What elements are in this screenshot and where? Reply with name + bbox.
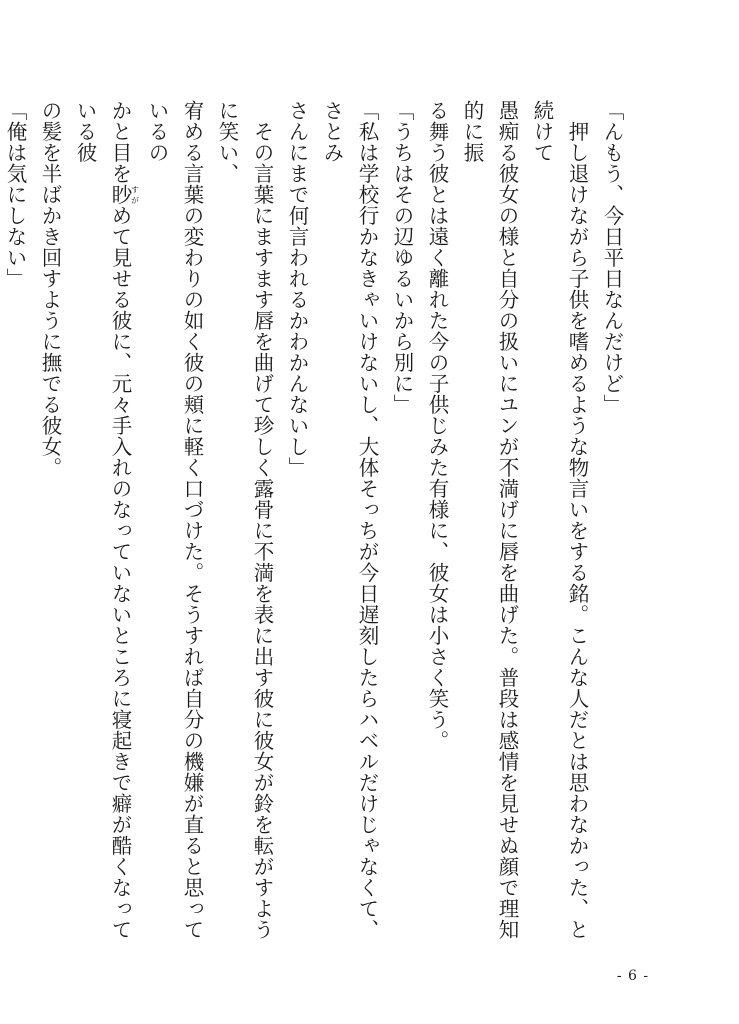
ruby-line-text: かと目を眇すがめて見せる彼に、元々手入れのなっていないところに寝起きで癖が酷くなっている彼 — [73, 100, 140, 940]
paragraph: 宥める言葉の変わりの如く彼の頬に軽く口づけた。そうすれば自分の機嫌が直ると思っているの — [145, 100, 204, 940]
paragraph: 愚痴る彼女の様と自分の扱いにユンが不満げに唇を曲げた。普段は感情を見せぬ顔で理知的に振 — [460, 100, 519, 940]
paragraph: の髪を半ばかき回すように撫でる彼女。 — [38, 100, 62, 478]
paragraph: る舞う彼とは遠く離れた今の子供じみた有様に、彼女は小さく笑う。 — [425, 100, 449, 751]
page-number: - 6 - — [616, 968, 650, 984]
ruby-annotation: 眇すが — [108, 184, 140, 205]
paragraph: 「んもう、今日平日なんだけど」 — [600, 100, 624, 415]
paragraph: 押し退けながら子供を嗜めるような物言いをする銘。こんな人だとは思わなかった、と続けて — [530, 100, 589, 940]
paragraph: さんにまで何言われるかわかんないし」 — [285, 100, 309, 478]
paragraph: 「俺は気にしない」 — [3, 100, 27, 289]
ruby-reading: すが — [130, 184, 140, 205]
body-text — [3, 100, 629, 960]
paragraph: 「うちはその辺ゆるいから別に」 — [390, 100, 414, 415]
paragraph: 「私は学校行かなきゃいけないし、大体そっちが今日遅刻したらハベルだけじゃなくて、さとみ — [320, 100, 379, 940]
paragraph-with-ruby — [67, 100, 139, 960]
paragraph: その言葉にますます唇を曲げて珍しく露骨に不満を表に出す彼に彼女が鈴を転がすように笑い、 — [215, 100, 274, 940]
